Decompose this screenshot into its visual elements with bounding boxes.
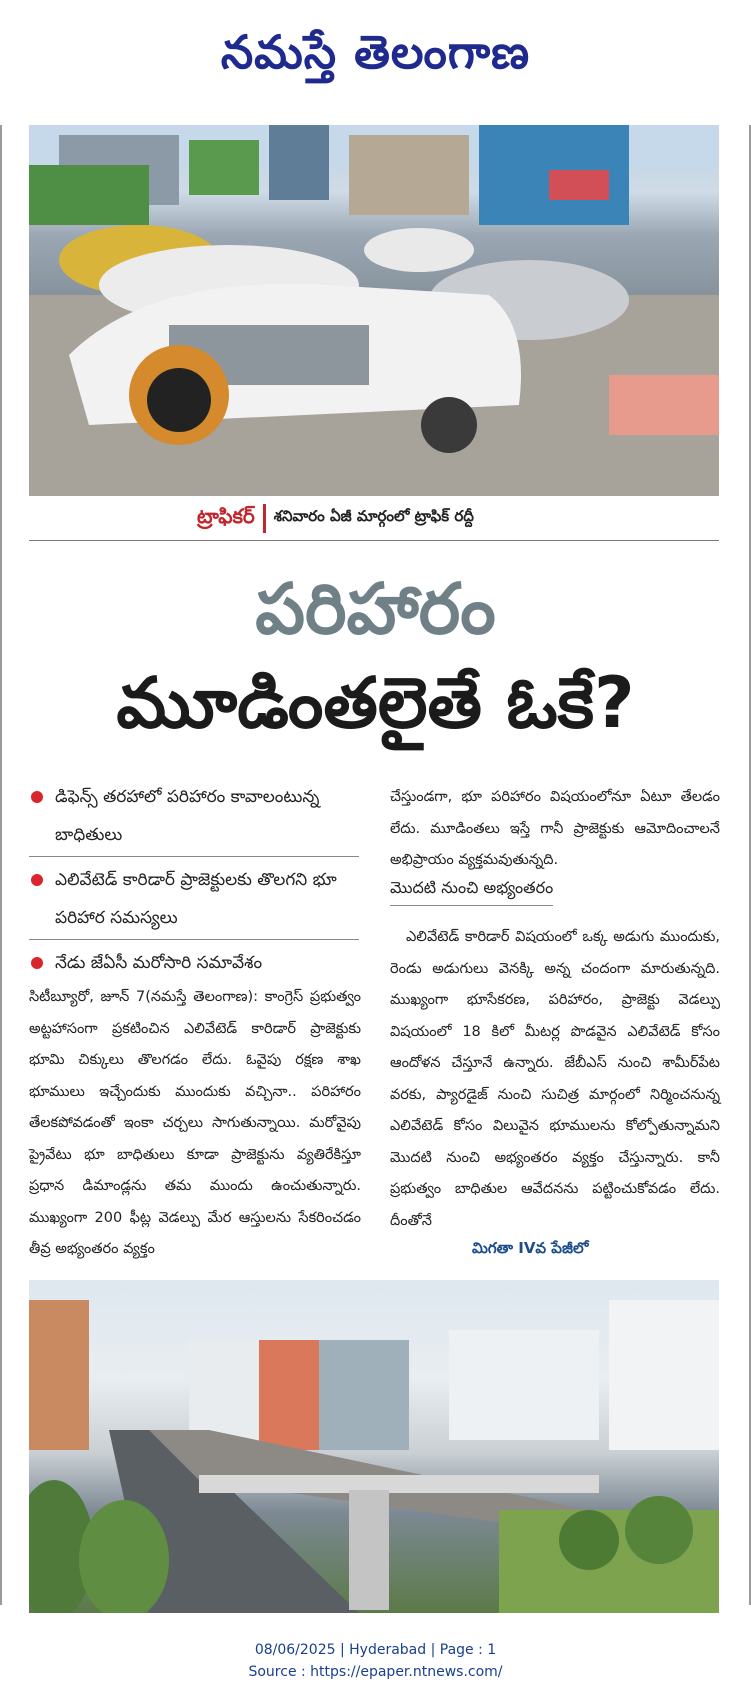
continued-link[interactable]: మిగతా IVవ పేజీలో: [472, 1239, 589, 1257]
elevated-corridor-render: [29, 1280, 719, 1613]
traffic-photo: [29, 125, 719, 496]
headline-line-2: మూడింతలైతే ఓకే?: [116, 662, 635, 744]
bullet-dot-icon: [31, 874, 43, 886]
section-subhead: మొదటి నుంచి అభ్యంతరం: [390, 878, 553, 906]
photo-caption: [197, 503, 474, 533]
caption-rule: [29, 540, 719, 541]
masthead: [0, 0, 751, 115]
caption-tag: ట్రాఫికర్: [197, 504, 266, 533]
column-rule-left: [0, 125, 2, 1605]
article-body-right-top: చేస్తుండగా, భూ పరిహారం విషయంలోనూ ఏటూ తేలడం లేదు. మూడింతలు ఇస్తే గానీ ప్రాజెక్టుకు ఆమోదించాలనే అభిప్రాయం వ్యక్తమవుతున్నది.: [390, 789, 720, 868]
bullet-text: ఎలివేటెడ్ కారిడార్ ప్రాజెక్టులకు తొలగని భూ పరిహార సమస్యలు: [55, 870, 337, 928]
highlight-bullets: [29, 778, 359, 988]
article-body-left: సిటీబ్యూరో, జూన్ 7(నమస్తే తెలంగాణ): కాంగ్రెస్ ప్రభుత్వం అట్టహాసంగా ప్రకటించిన ఎలివేటెడ్ కారిడార్ ప్రాజెక్టుకు భూమి చిక్కులు తొలగడం లేదు. ఓవైపు రక్షణ శాఖ భూములు ఇచ్చేందుకు ముందుకు వచ్చినా.. పరిహారం తేలకపోవడంతో ఇంకా చర్చలు సాగుతున్నాయి. మరోవైపు ప్రైవేటు భూ బాధితులు కూడా ప్రాజెక్టును వ్యతిరేకిస్తూ ప్రధాన డిమాండ్లను తమ ముందు ఉంచుతున్నారు. ముఖ్యంగా 200 ఫీట్ల వెడల్పు మేర ఆస్తులను సేకరించడం తీవ్ర అభ్యంతరం వ్యక్తం: [29, 989, 361, 1257]
newspaper-title: నమస్తే తెలంగాణ: [220, 24, 531, 79]
caption-text: శనివారం ఏజీ మార్గంలో ట్రాఫిక్ రద్దీ: [273, 507, 474, 525]
corridor-illustration: [29, 1280, 719, 1613]
headline-line-1: పరిహారం: [255, 568, 496, 650]
traffic-photo-illustration: [29, 125, 719, 496]
article-body-right-bottom: ఎలివేటెడ్ కారిడార్ విషయంలో ఒక్క అడుగు ముందుకు, రెండు అడుగులు వెనక్కి అన్న చందంగా మారుతున్నది. ముఖ్యంగా భూసేకరణ, పరిహారం, ప్రాజెక్టు వెడల్పు విషయంలో 18 కిలో మీటర్ల పొడవైన ఎలివేటెడ్ కోసం ఆందోళన చేస్తూనే ఉన్నారు. జేబీఎస్ నుంచి శామీర్‌పేట వరకు, ప్యారడైజ్ నుంచి సుచిత్ర మార్గంలో నిర్మించనున్న ఎలివేటెడ్ కోసం విలువైన భూములను కోల్పోతున్నామని మొదటి నుంచి అభ్యంతరం వ్యక్తం చేస్తున్నారు. కానీ ప్రభుత్వం బాధితుల ఆవేదనను పట్టించుకోవడం లేదు. దీంతోనే: [390, 929, 720, 1229]
bullet-item: [29, 861, 359, 940]
bullet-text: నేడు జేఏసీ మరోసారి సమావేశం: [55, 953, 263, 973]
footer-source-line[interactable]: Source : https://epaper.ntnews.com/: [248, 1664, 503, 1680]
bullet-item: [29, 778, 359, 857]
bullet-dot-icon: [31, 791, 43, 803]
bullet-text: డిఫెన్స్ తరహాలో పరిహారం కావాలంటున్న బాధితులు: [55, 787, 320, 845]
footer-date-line: 08/06/2025 | Hyderabad | Page : 1: [254, 1642, 497, 1658]
bullet-item: [29, 944, 359, 984]
bullet-dot-icon: [31, 957, 43, 969]
